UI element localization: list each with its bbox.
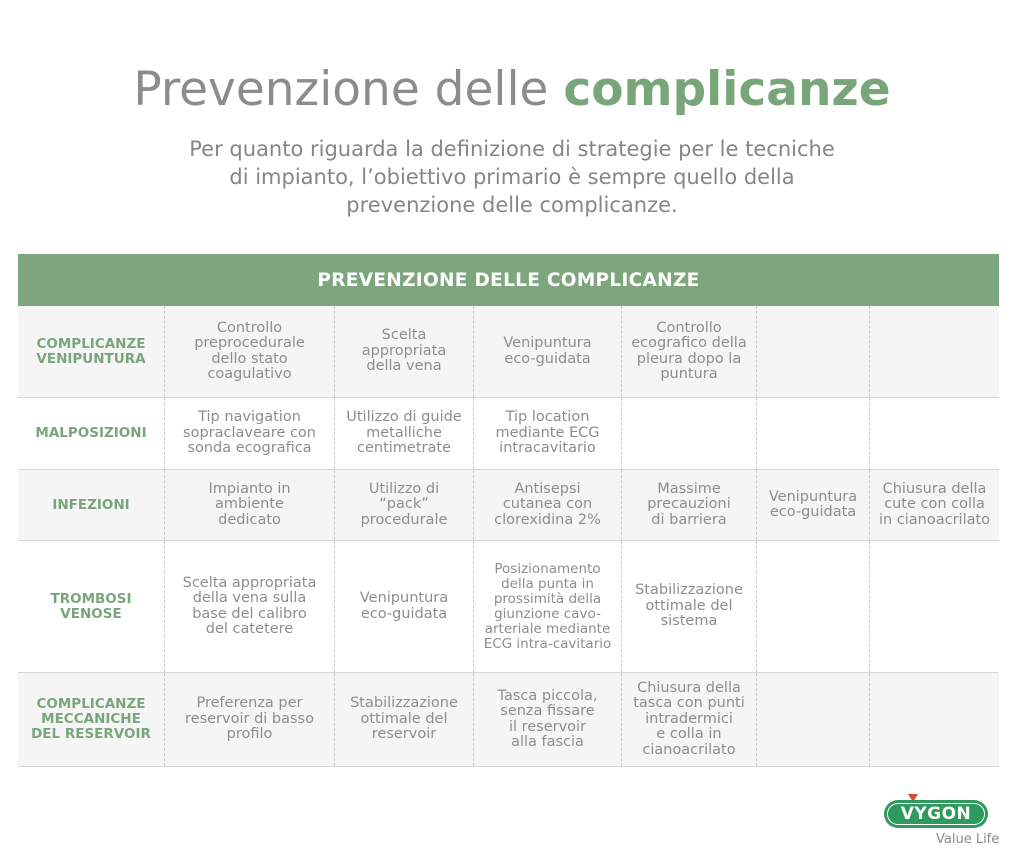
table-cell: Controllo preprocedurale dello stato coagulativo	[164, 306, 334, 397]
table-cell: Massime precauzioni di barriera	[621, 470, 756, 540]
intro-paragraph: Per quanto riguarda la definizione di strategie per le tecniche di impianto, l’obiettivo primario è sempre quello della prevenzione delle complicanze.	[189, 137, 835, 217]
title-prefix: Prevenzione delle	[133, 62, 564, 117]
table-row	[18, 306, 999, 398]
table-cell: Utilizzo di “pack” procedurale	[334, 470, 473, 540]
logo-brand: VYGON	[900, 804, 972, 824]
row-label: COMPLICANZE MECCANICHE DEL RESERVOIR	[31, 696, 151, 742]
logo-tagline: Value Life	[936, 832, 1000, 847]
table-cell: Posizionamento della punta in prossimità della giunzione cavo- arteriale mediante ECG intra-cavitario	[473, 541, 621, 672]
table-cell	[756, 673, 869, 766]
row-label: INFEZIONI	[52, 496, 130, 513]
page-title	[0, 62, 1024, 117]
table-cell	[756, 541, 869, 672]
table-cell	[869, 306, 999, 397]
row-label: TROMBOSI VENOSE	[50, 590, 132, 622]
table-cell: Stabilizzazione ottimale del sistema	[621, 541, 756, 672]
table-cell	[756, 398, 869, 469]
vygon-logo	[882, 794, 1000, 856]
table-cell	[621, 398, 756, 469]
table-header: PREVENZIONE DELLE COMPLICANZE	[18, 254, 999, 306]
table-cell	[756, 306, 869, 397]
table-cell: Impianto in ambiente dedicato	[164, 470, 334, 540]
table-cell: Utilizzo di guide metalliche centimetrate	[334, 398, 473, 469]
table-cell: Preferenza per reservoir di basso profilo	[164, 673, 334, 766]
table-cell: Venipuntura eco-guidata	[756, 470, 869, 540]
table-row	[18, 470, 999, 541]
table-cell: Venipuntura eco-guidata	[473, 306, 621, 397]
table-cell: Tip location mediante ECG intracavitario	[473, 398, 621, 469]
table-cell: Tip navigation sopraclaveare con sonda ecografica	[164, 398, 334, 469]
table-cell: Scelta appropriata della vena sulla base del calibro del catetere	[164, 541, 334, 672]
table-cell: Chiusura della cute con colla in cianoacrilato	[869, 470, 999, 540]
logo-badge	[884, 800, 988, 828]
table-cell: Tasca piccola, senza fissare il reservoir alla fascia	[473, 673, 621, 766]
table-cell: Controllo ecografico della pleura dopo la puntura	[621, 306, 756, 397]
table-cell: Antisepsi cutanea con clorexidina 2%	[473, 470, 621, 540]
table-cell: Chiusura della tasca con punti intradermici e colla in cianoacrilato	[621, 673, 756, 766]
table-cell	[869, 673, 999, 766]
row-label: MALPOSIZIONI	[35, 425, 147, 441]
table-row	[18, 673, 999, 767]
row-label: COMPLICANZE VENIPUNTURA	[36, 335, 146, 367]
table-cell	[869, 398, 999, 469]
table-cell	[869, 541, 999, 672]
table-cell: Stabilizzazione ottimale del reservoir	[334, 673, 473, 766]
table-cell: Scelta appropriata della vena	[334, 306, 473, 397]
table-row	[18, 398, 999, 470]
table-cell: Venipuntura eco-guidata	[334, 541, 473, 672]
table-row	[18, 541, 999, 673]
title-accent: complicanze	[563, 62, 891, 117]
